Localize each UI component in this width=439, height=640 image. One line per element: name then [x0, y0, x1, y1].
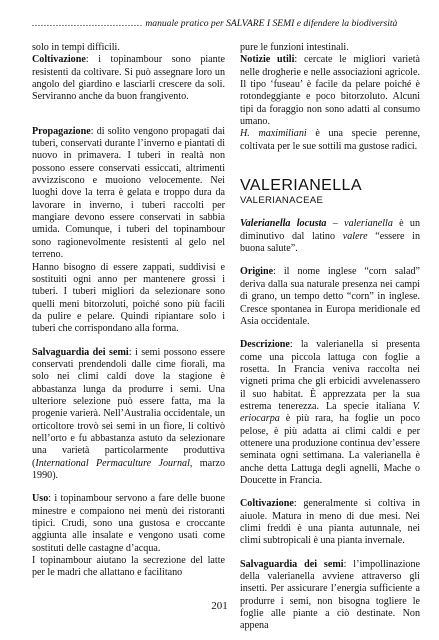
paragraph-continuation: pure le funzioni intestinali. — [240, 42, 349, 53]
species-eriocarpa: V. eriocarpa — [240, 400, 420, 425]
heading-notizie: Notizie utili — [240, 54, 295, 66]
paragraph-maximiliani — [240, 128, 420, 153]
species-text-2: “essere in buona salute”. — [240, 230, 420, 255]
text-descrizione-2: è più rara, ha foglie un poco pelose, è più adatta ai climi caldi e per ottenere una produzione continua dev’essere seminata ogni settimana. La valerianella è anche detta Lattuga degli agnelli, Mache o Doucette in Francia. — [240, 413, 420, 486]
heading-origine: Origine — [240, 266, 274, 278]
paragraph-salvaguardia-valerianella — [240, 559, 420, 633]
text-uso: : i topinambour servono a fare delle buone minestre e compaiono nei menù dei ristoranti tipici. Crudi, sono una gustosa e croccante aggiunta alle insalate e vengono usati come sostituti delle castagne d’acqua. — [32, 493, 225, 554]
heading-coltivazione: Coltivazione — [32, 54, 86, 66]
heading-salvaguardia-2: Salvaguardia dei semi — [240, 558, 344, 570]
heading-uso: Uso — [32, 493, 49, 505]
text-maximiliani: è una specie perenne, coltivata per le sue sottili ma gustose radici. — [240, 128, 420, 152]
paragraph-salvaguardia-topinambour — [32, 347, 225, 483]
heading-descrizione: Descrizione — [240, 339, 290, 351]
journal-title: International Permaculture Journal — [35, 457, 190, 469]
left-column — [32, 42, 225, 580]
text-notizie: : cercate le migliori varietà nelle drogherie e nelle associazioni agricole. Il tipo ‘fuseau’ è facile da pelare poiché è rotondeggiante e poco bitorzoluto. Alcuni tipi da foraggio non sono adatti al consumo umano. — [240, 54, 420, 128]
text-coltivazione-2: : generalmente si coltiva in aiuole. Matura in meno di due mesi. Nei climi freddi è una pianta autunnale, nei climi subtropicali è una pianta invernale. — [240, 498, 420, 547]
heading-salvaguardia: Salvaguardia dei semi — [32, 346, 129, 358]
text-salvaguardia-2: : l’impollinazione della valerianella avviene attraverso gli insetti. Per assicurare l’energia sufficiente a produrre i semi, non bisogna togliere le foglie alle piante a ciò destinate. Non appena — [240, 558, 420, 632]
text-descrizione: : la valerianella si presenta come una piccola lattuga con foglie a rosetta. In Francia veniva raccolta nei vigneti prima che gli erbicidi avvelenassero il suo habitat. È apprezzata per la sua estrema tenerezza. La specie italiana — [240, 339, 420, 412]
paragraph-uso-2: I topinambour aiutano la secrezione del latte per le madri che allattano e facilitano — [32, 555, 225, 579]
paragraph-coltivazione-valerianella — [240, 498, 420, 547]
paragraph-propagazione — [32, 126, 225, 262]
heading-coltivazione-2: Coltivazione — [240, 498, 294, 510]
text-propagazione: : di solito vengono propagati dai tuberi, conservati durante l’inverno e piantati di nuovo in primavera. I tuberi in realtà non possono essere conservati essiccati, altrimenti avvizziscono e muoiono velocemente. Nei luoghi dove la terra è gelata e troppo dura da lavorare in inverno, i tuberi raccolti per mangiare devono essere conservati in sabbia umida. Comunque, i tuberi del topinambour sono ragionevolmente resistenti al gelo nel terreno. — [32, 125, 225, 261]
section-title: VALERIANELLA — [240, 177, 362, 195]
page-number: 201 — [211, 600, 228, 612]
species-dash: – — [326, 218, 345, 230]
species-name: Valerianella locusta — [240, 218, 327, 230]
text-coltivazione: : i topinambour sono piante resistenti da coltivare. Si può assegnare loro un angolo del giardino e lasciarli crescere da soli. Serviranno anche da buon frangivento. — [32, 54, 225, 103]
header-dots: ..................................... — [32, 18, 143, 29]
paragraph-notizie — [240, 54, 420, 128]
intro-line: solo in tempi difficili. — [32, 42, 120, 53]
running-header — [32, 18, 413, 29]
text-salvaguardia-end: , marzo 1990). — [32, 457, 225, 481]
paragraph-uso — [32, 493, 225, 555]
paragraph-species — [240, 218, 420, 255]
paragraph-coltivazione-topinambour — [32, 54, 225, 103]
header-text: manuale pratico per SALVARE I SEMI e difendere la biodiversità — [145, 18, 398, 29]
paragraph-origine — [240, 266, 420, 328]
species-common: valerianella — [344, 218, 393, 230]
paragraph-propagazione-2: Hanno bisogno di essere zappati, suddivisi e sostituiti ogni anno per mantenere grossi i tuberi. I tuberi migliori da selezionare sono quelli meni bitorzoluti, poiché sono più facili da pulire e pelare. Quindi ripiantare solo i tuberi che corrispondano alla forma. — [32, 261, 225, 335]
paragraph-descrizione — [240, 339, 420, 487]
right-column — [240, 42, 420, 633]
heading-propagazione: Propagazione — [32, 125, 91, 137]
text-origine: : il nome inglese “corn salad” deriva dalla sua naturale presenza nei campi di grano, un tempo detto “corn” in inglese. Cresce spontanea in Europa meridionale ed Asia occidentale. — [240, 266, 420, 327]
text-salvaguardia: : i semi possono essere conservati prendendoli dalle cime fiorali, ma solo nei climi caldi dove la stagione è abbastanza lunga da produrre i semi. Una ulteriore selezione può essere fatta, ma la progenie varierà. Nell’Australia occidentale, un orticoltore trovò sei semi in un fiore, li coltivò nell’orto e fu abbastanza astuto da selezionare una varietà particolarmente produttiva ( — [32, 346, 226, 469]
species-maximiliani: H. maximiliani — [240, 128, 307, 140]
species-text: è un diminutivo dal latino — [240, 218, 421, 242]
species-valere: valere — [342, 230, 368, 242]
section-family: VALERIANACEAE — [240, 195, 324, 207]
